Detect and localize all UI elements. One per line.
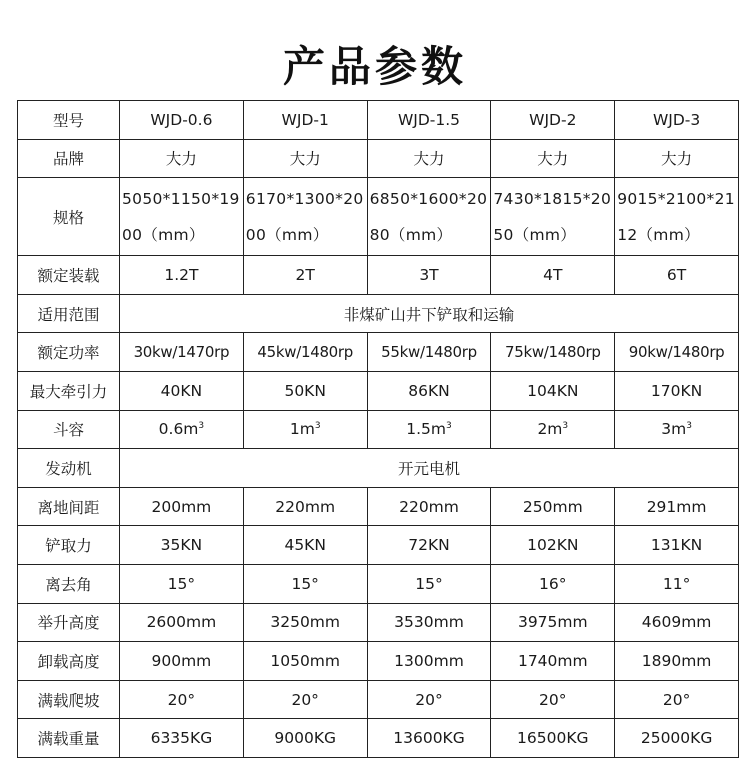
breakout-cell: 35KN xyxy=(120,526,244,565)
climb-cell: 20° xyxy=(243,680,367,719)
model-cell: WJD-1.5 xyxy=(367,101,491,140)
bucket-value: 1.5m xyxy=(406,420,446,439)
rated-power-cell: 75kw/1480rp xyxy=(491,333,615,372)
row-label-clearance: 离地间距 xyxy=(18,487,120,526)
row-label-rated-load: 额定装载 xyxy=(18,256,120,295)
lift-height-cell: 2600mm xyxy=(120,603,244,642)
lift-height-cell: 3250mm xyxy=(243,603,367,642)
table-row xyxy=(18,603,739,642)
row-label-breakout: 铲取力 xyxy=(18,526,120,565)
table-row xyxy=(18,371,739,410)
table-row xyxy=(18,101,739,140)
row-label-dimensions: 规格 xyxy=(18,178,120,256)
dump-height-cell: 1890mm xyxy=(615,642,739,681)
row-label-scope: 适用范围 xyxy=(18,294,120,333)
dimensions-cell: 7430*1815*2050（mm） xyxy=(491,178,615,256)
climb-cell: 20° xyxy=(491,680,615,719)
rated-load-cell: 2T xyxy=(243,256,367,295)
rated-load-cell: 4T xyxy=(491,256,615,295)
traction-cell: 104KN xyxy=(491,371,615,410)
rated-power-cell: 30kw/1470rp xyxy=(120,333,244,372)
departure-cell: 11° xyxy=(615,564,739,603)
dump-height-cell: 1050mm xyxy=(243,642,367,681)
unit-superscript: 3 xyxy=(446,421,452,432)
dimensions-cell: 9015*2100*2112（mm） xyxy=(615,178,739,256)
model-cell: WJD-2 xyxy=(491,101,615,140)
departure-cell: 16° xyxy=(491,564,615,603)
table-row xyxy=(18,680,739,719)
departure-cell: 15° xyxy=(243,564,367,603)
row-label-dump-height: 卸载高度 xyxy=(18,642,120,681)
dimensions-cell: 5050*1150*1900（mm） xyxy=(120,178,244,256)
weight-cell: 6335KG xyxy=(120,719,244,758)
rated-load-cell: 3T xyxy=(367,256,491,295)
model-cell: WJD-0.6 xyxy=(120,101,244,140)
departure-cell: 15° xyxy=(120,564,244,603)
climb-cell: 20° xyxy=(367,680,491,719)
model-cell: WJD-3 xyxy=(615,101,739,140)
bucket-cell xyxy=(615,410,739,449)
dimensions-cell: 6850*1600*2080（mm） xyxy=(367,178,491,256)
breakout-cell: 72KN xyxy=(367,526,491,565)
bucket-value: 1m xyxy=(289,420,315,439)
dimensions-cell: 6170*1300*2000（mm） xyxy=(243,178,367,256)
clearance-cell: 220mm xyxy=(367,487,491,526)
traction-cell: 86KN xyxy=(367,371,491,410)
brand-cell: 大力 xyxy=(243,139,367,178)
table-row xyxy=(18,178,739,256)
bucket-cell xyxy=(243,410,367,449)
table-row xyxy=(18,256,739,295)
table-row xyxy=(18,642,739,681)
rated-load-cell: 6T xyxy=(615,256,739,295)
rated-power-cell: 55kw/1480rp xyxy=(367,333,491,372)
clearance-cell: 220mm xyxy=(243,487,367,526)
row-label-model: 型号 xyxy=(18,101,120,140)
traction-cell: 170KN xyxy=(615,371,739,410)
brand-cell: 大力 xyxy=(120,139,244,178)
clearance-cell: 291mm xyxy=(615,487,739,526)
departure-cell: 15° xyxy=(367,564,491,603)
bucket-value: 0.6m xyxy=(158,420,199,439)
dump-height-cell: 1300mm xyxy=(367,642,491,681)
unit-superscript: 3 xyxy=(198,421,205,432)
engine-cell: 开元电机 xyxy=(120,449,739,488)
table-row xyxy=(18,487,739,526)
row-label-engine: 发动机 xyxy=(18,449,120,488)
scope-cell: 非煤矿山井下铲取和运输 xyxy=(120,294,739,333)
bucket-value: 3m xyxy=(661,420,687,439)
table-row xyxy=(18,564,739,603)
table-row xyxy=(18,139,739,178)
lift-height-cell: 4609mm xyxy=(615,603,739,642)
weight-cell: 9000KG xyxy=(243,719,367,758)
traction-cell: 40KN xyxy=(120,371,244,410)
brand-cell: 大力 xyxy=(367,139,491,178)
lift-height-cell: 3975mm xyxy=(491,603,615,642)
rated-power-cell: 45kw/1480rp xyxy=(243,333,367,372)
table-row xyxy=(18,333,739,372)
breakout-cell: 131KN xyxy=(615,526,739,565)
page-title: 产品参数 xyxy=(282,42,467,91)
weight-cell: 13600KG xyxy=(367,719,491,758)
unit-superscript: 3 xyxy=(314,421,321,432)
weight-cell: 25000KG xyxy=(615,719,739,758)
rated-power-cell: 90kw/1480rp xyxy=(615,333,739,372)
table-row xyxy=(18,719,739,758)
table-row xyxy=(18,449,739,488)
breakout-cell: 45KN xyxy=(243,526,367,565)
traction-cell: 50KN xyxy=(243,371,367,410)
table-row xyxy=(18,294,739,333)
bucket-cell xyxy=(367,410,491,449)
clearance-cell: 200mm xyxy=(120,487,244,526)
model-cell: WJD-1 xyxy=(243,101,367,140)
rated-load-cell: 1.2T xyxy=(120,256,244,295)
table-row xyxy=(18,410,739,449)
breakout-cell: 102KN xyxy=(491,526,615,565)
unit-superscript: 3 xyxy=(562,421,569,432)
lift-height-cell: 3530mm xyxy=(367,603,491,642)
climb-cell: 20° xyxy=(120,680,244,719)
brand-cell: 大力 xyxy=(491,139,615,178)
unit-superscript: 3 xyxy=(686,421,692,432)
clearance-cell: 250mm xyxy=(491,487,615,526)
weight-cell: 16500KG xyxy=(491,719,615,758)
row-label-rated-power: 额定功率 xyxy=(18,333,120,372)
dump-height-cell: 900mm xyxy=(120,642,244,681)
row-label-climb: 满载爬坡 xyxy=(18,680,120,719)
row-label-bucket: 斗容 xyxy=(18,410,120,449)
dump-height-cell: 1740mm xyxy=(491,642,615,681)
climb-cell: 20° xyxy=(615,680,739,719)
row-label-brand: 品牌 xyxy=(18,139,120,178)
row-label-lift-height: 举升高度 xyxy=(18,603,120,642)
spec-table xyxy=(17,100,739,758)
bucket-cell xyxy=(491,410,615,449)
table-row xyxy=(18,526,739,565)
brand-cell: 大力 xyxy=(615,139,739,178)
row-label-weight: 满载重量 xyxy=(18,719,120,758)
row-label-traction: 最大牵引力 xyxy=(18,371,120,410)
bucket-cell xyxy=(120,410,244,449)
bucket-value: 2m xyxy=(537,420,563,439)
row-label-departure: 离去角 xyxy=(18,564,120,603)
